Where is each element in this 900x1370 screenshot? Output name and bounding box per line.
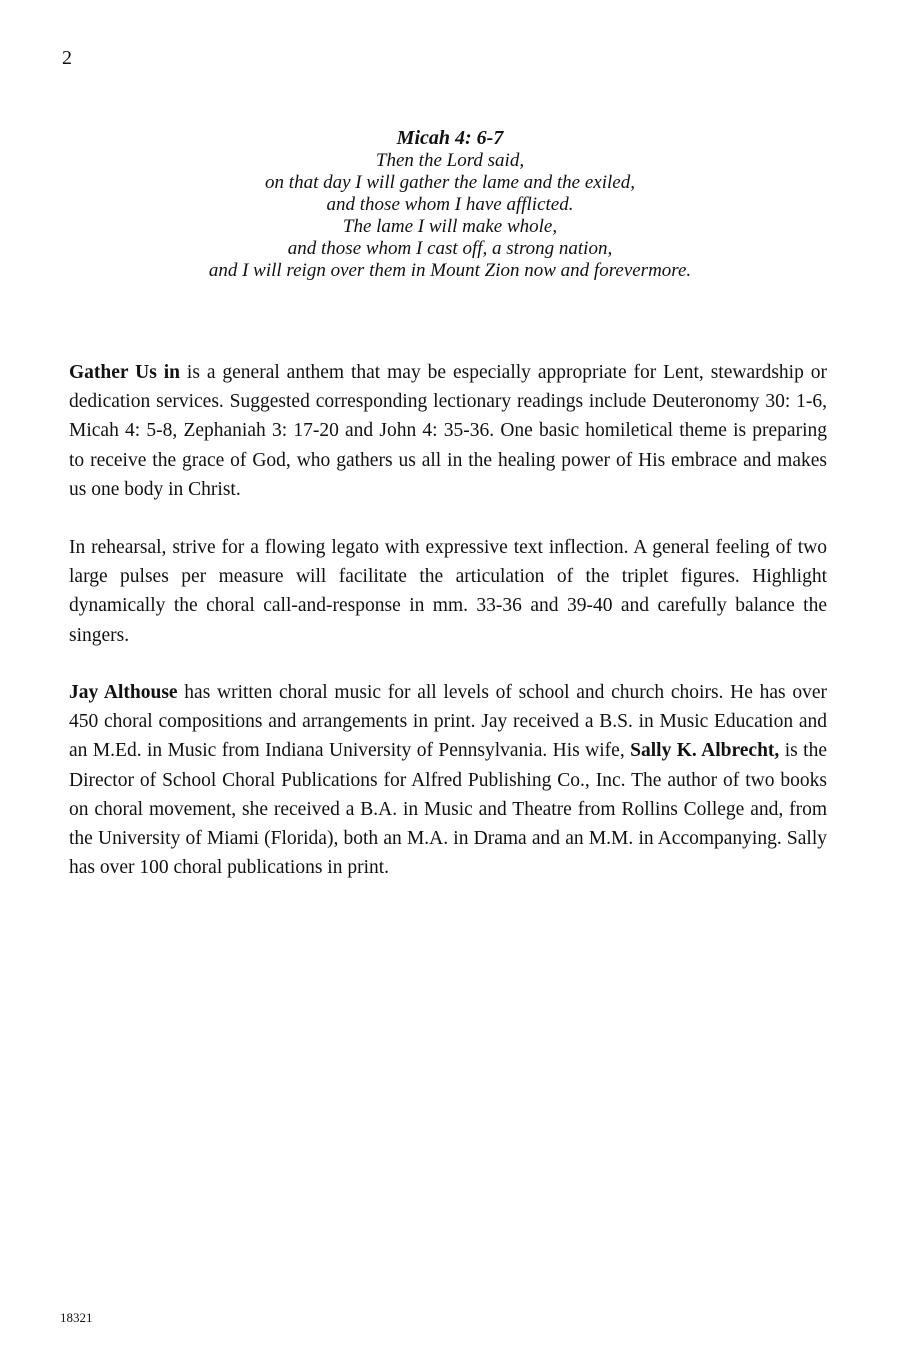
page-number: 2 (62, 47, 72, 69)
verse-line: Then the Lord said, (375, 150, 525, 171)
verse-line: and I will reign over them in Mount Zion now and forevermore. (208, 260, 692, 281)
scripture-epigraph (0, 126, 900, 282)
verse-line: The lame I will make whole, (342, 216, 558, 237)
composer-name: Jay Althouse (69, 682, 178, 703)
anthem-title: Gather Us in (69, 362, 180, 383)
anthem-description-text: is a general anthem that may be especially appropriate for Lent, stewardship or dedication services. Suggested corresponding lectionary readings include Deuteronomy 30: 1-6, Micah 4: 5-8, Zephaniah 3: 17-20 and John 4: 35-36. One basic homiletical theme is preparing to receive the grace of God, who gathers us all in the healing power of His embrace and makes us one body in Christ. (69, 362, 828, 500)
rehearsal-notes-text: In rehearsal, strive for a flowing legato with expressive text inflection. A general feeling of two large pulses per measure will facilitate the articulation of the triplet figures. Highlight dynamically the choral call-and-response in mm. 33-36 and 39-40 and carefully balance the singers. (69, 537, 827, 646)
lyricist-bio-text: is the Director of School Choral Publications for Alfred Publishing Co., Inc. The author of two books on choral movement, she received a B.A. in Music and Theatre from Rollins College and, from the University of Miami (Florida), both an M.A. in Drama and an M.M. in Accompanying. Sally has over 100 choral publications in print. (69, 740, 827, 879)
epigraph-title: Micah 4: 6-7 (396, 127, 504, 149)
composer-bio-paragraph (69, 678, 827, 882)
verse-line: and those whom I cast off, a strong nation, (287, 238, 613, 259)
catalog-number: 18321 (60, 1310, 93, 1325)
composer-bio-text: has written choral music for all levels of school and church choirs. He has over 450 choral compositions and arrangements in print. Jay received a B.S. in Music Education and an M.Ed. in Music from Indiana University of Pennsylvania. His wife, (69, 682, 827, 762)
verse-line: on that day I will gather the lame and the exiled, (265, 172, 635, 193)
rehearsal-notes-paragraph (69, 533, 827, 650)
lyricist-name: Sally K. Albrecht, (630, 740, 780, 762)
verse-line: and those whom I have afflicted. (326, 194, 574, 215)
anthem-description-paragraph (69, 358, 827, 504)
